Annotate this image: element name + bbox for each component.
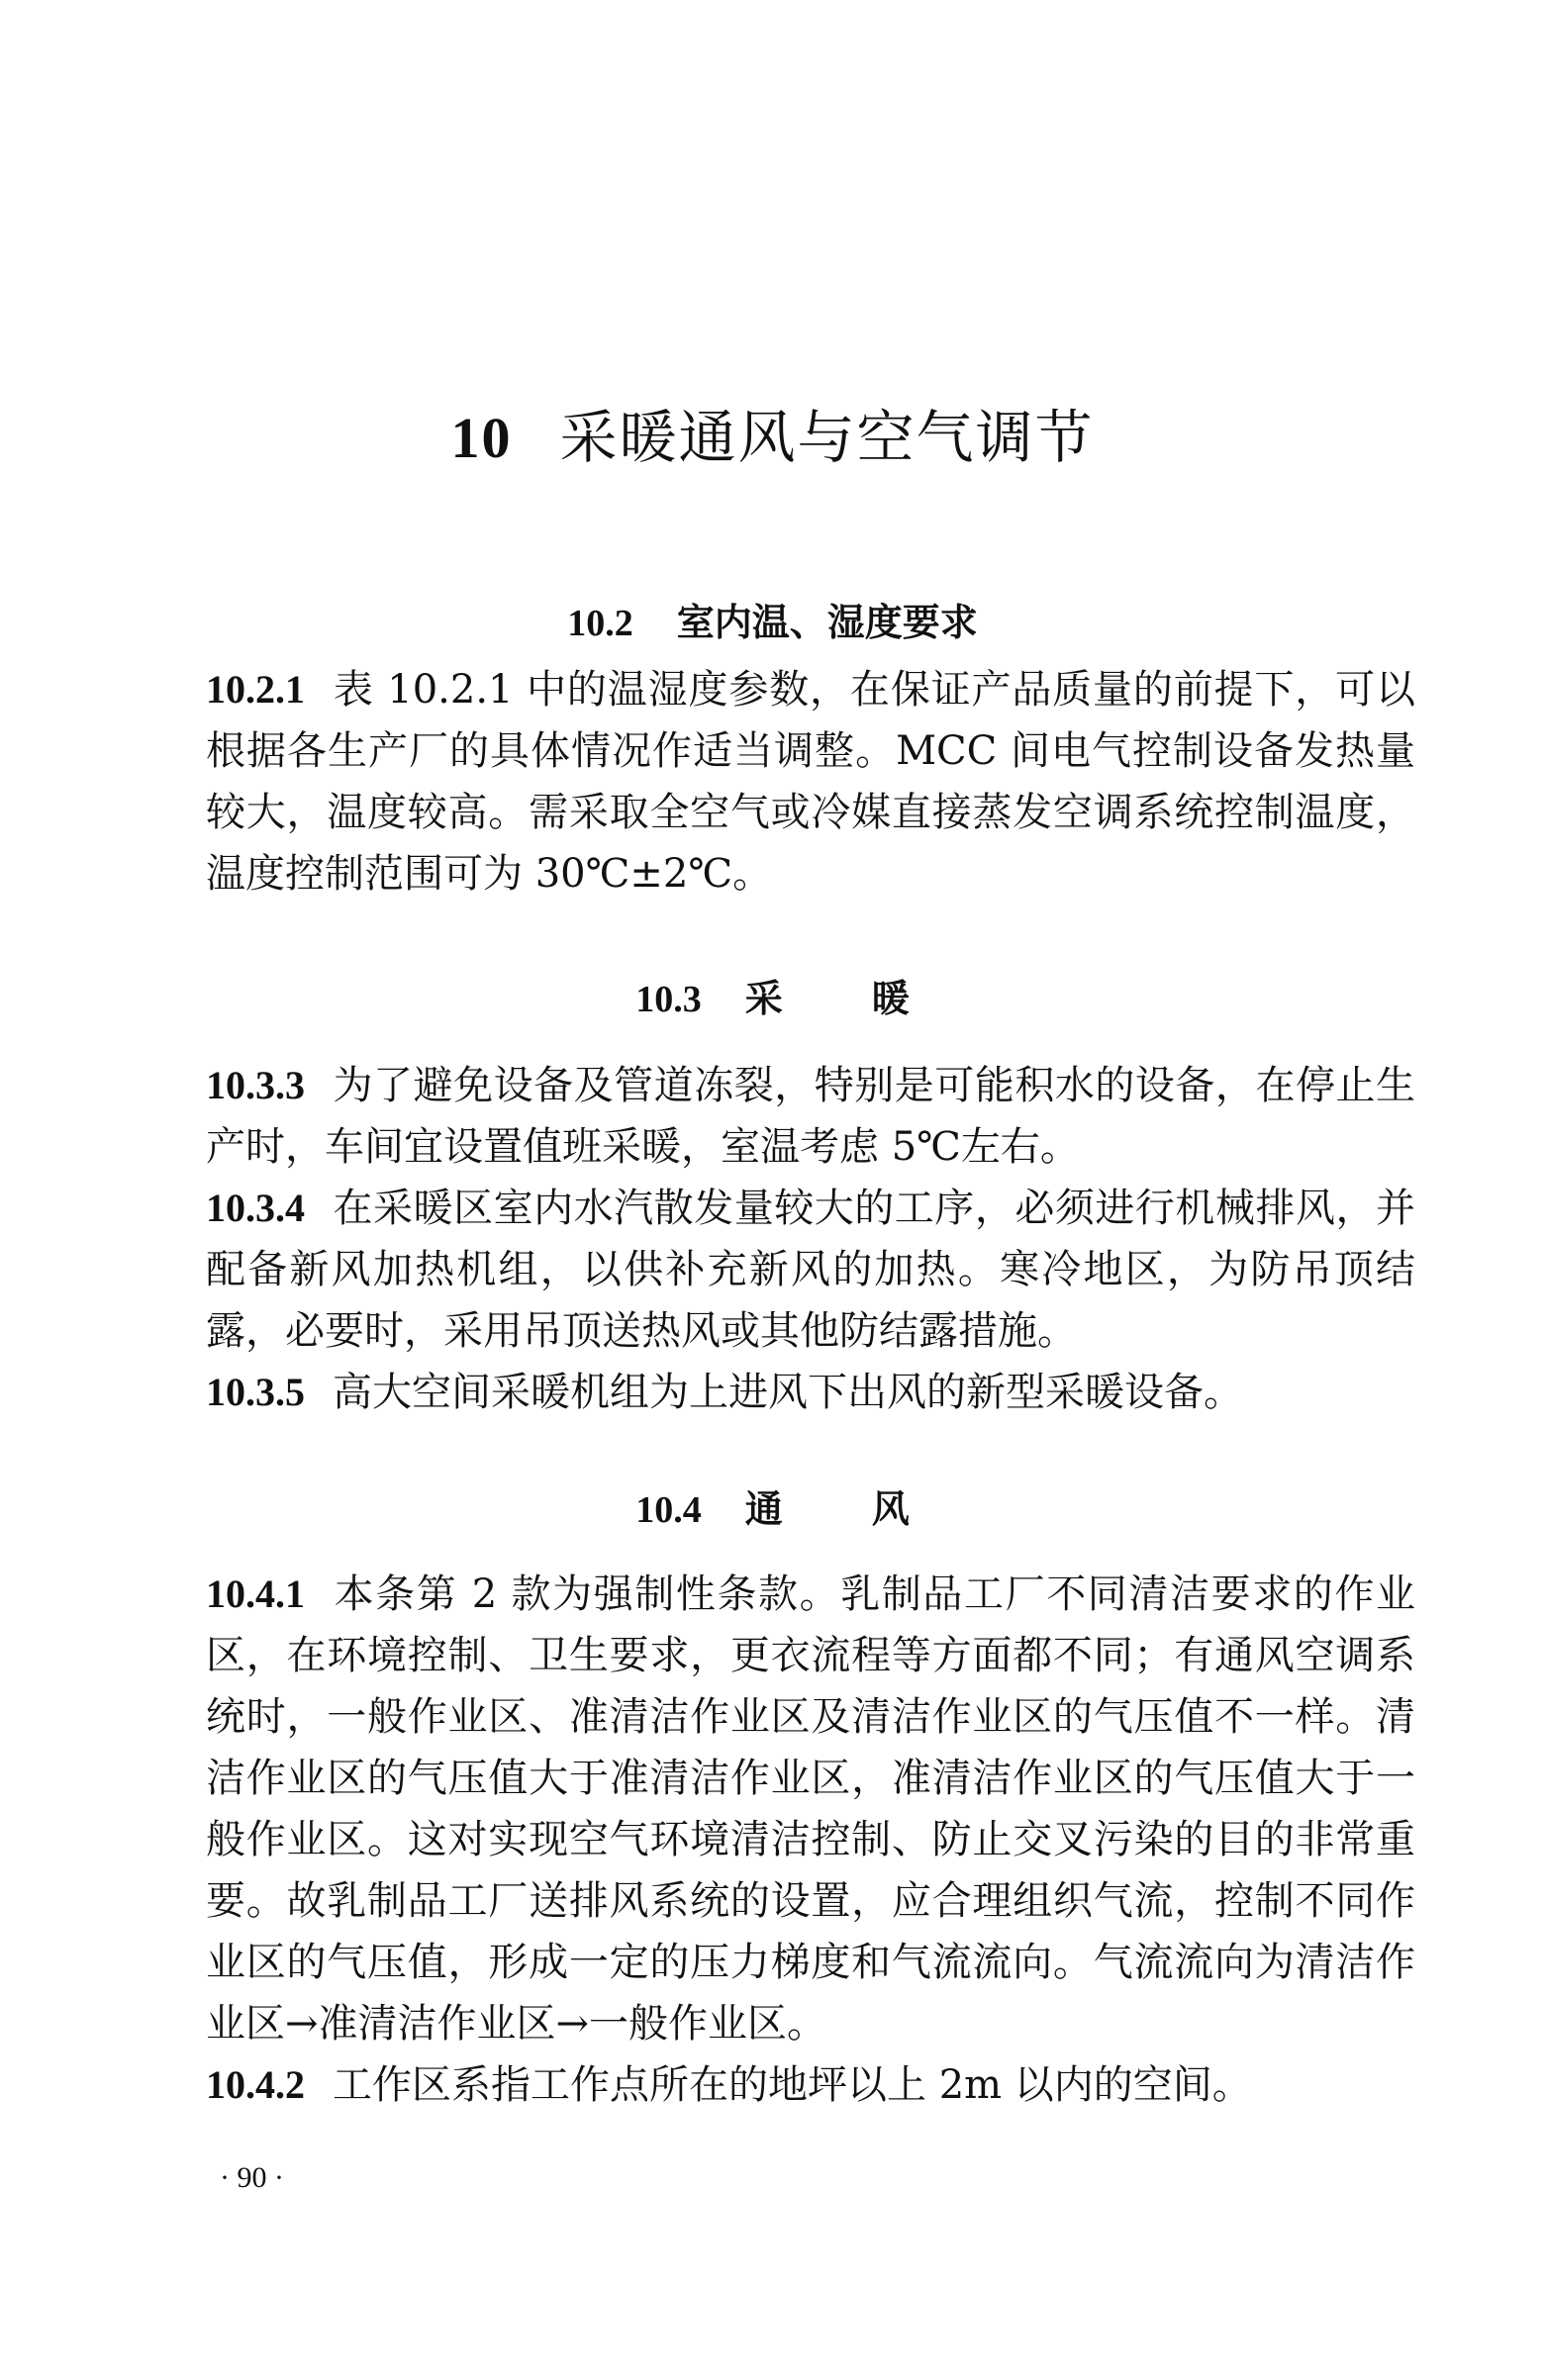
section-heading-10-4	[0, 1478, 1545, 1533]
clause-10-4-1	[206, 1564, 1415, 2054]
clause-text: 表 10.2.1 中的温湿度参数，在保证产品质量的前提下，可以根据各生产厂的具体情况作适当调整。MCC 间电气控制设备发热量较大，温度较高。需采取全空气或冷媒直接蒸发空调系统控制温度，温度控制范围可为 30℃±2℃。	[206, 667, 1415, 897]
chapter-title-text: 采暖通风与空气调节	[559, 404, 1095, 471]
section-title: 采暖	[744, 976, 999, 1020]
clause-10-3-5	[206, 1362, 1415, 1423]
section-title: 通风	[744, 1486, 999, 1531]
clause-10-2-1	[206, 659, 1415, 904]
section-heading-10-2	[0, 592, 1545, 646]
clause-number: 10.4.2	[206, 2062, 305, 2107]
clause-number: 10.4.1	[206, 1571, 305, 1616]
section-number: 10.4	[635, 1489, 702, 1531]
chapter-number: 10	[450, 406, 513, 470]
section-title: 室内温、湿度要求	[676, 600, 978, 644]
clause-10-4-2	[206, 2054, 1415, 2116]
clause-text: 为了避免设备及管道冻裂，特别是可能积水的设备，在停止生产时，车间宜设置值班采暖，室温考虑 5℃左右。	[206, 1063, 1415, 1170]
clause-number: 10.3.3	[206, 1063, 305, 1107]
page-number: · 90 ·	[220, 2161, 284, 2194]
clause-number: 10.3.4	[206, 1186, 305, 1230]
clause-text: 工作区系指工作点所在的地坪以上 2m 以内的空间。	[333, 2062, 1252, 2108]
clause-text: 在采暖区室内水汽散发量较大的工序，必须进行机械排风，并配备新风加热机组，以供补充新风的加热。寒冷地区，为防吊顶结露，必要时，采用吊顶送热风或其他防结露措施。	[206, 1186, 1415, 1354]
clause-number: 10.3.5	[206, 1370, 305, 1414]
section-number: 10.2	[567, 603, 633, 644]
clause-10-3-4	[206, 1178, 1415, 1362]
section-heading-10-3	[0, 968, 1545, 1022]
clause-10-3-3	[206, 1055, 1415, 1178]
section-number: 10.3	[635, 979, 702, 1020]
clause-text: 高大空间采暖机组为上进风下出风的新型采暖设备。	[333, 1370, 1243, 1415]
chapter-title	[0, 391, 1545, 474]
clause-number: 10.2.1	[206, 667, 305, 712]
clause-text: 本条第 2 款为强制性条款。乳制品工厂不同清洁要求的作业区，在环境控制、卫生要求，更衣流程等方面都不同；有通风空调系统时，一般作业区、准清洁作业区及清洁作业区的气压值不一样。清洁作业区的气压值大于准清洁作业区，准清洁作业区的气压值大于一般作业区。这对实现空气环境清洁控制、防止交叉污染的目的非常重要。故乳制品工厂送排风系统的设置，应合理组织气流，控制不同作业区的气压值，形成一定的压力梯度和气流流向。气流流向为清洁作业区→准清洁作业区→一般作业区。	[206, 1571, 1415, 2047]
